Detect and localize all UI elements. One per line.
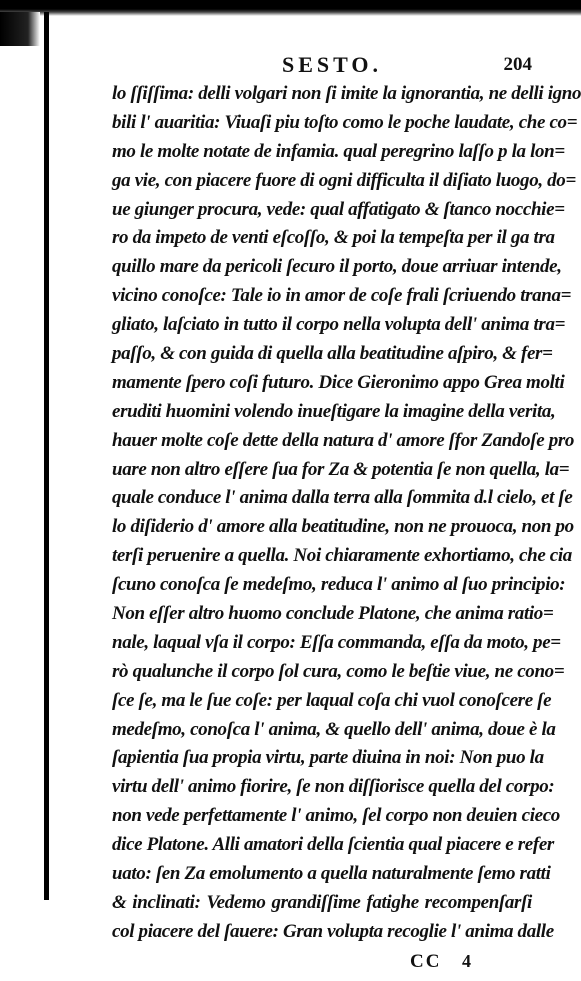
text-line: ſapientia ſua propia virtu, parte diuina in noi: Non puo la (112, 747, 544, 769)
text-line: ue giunger procura, vede: qual affatigato & ſtanco nocchie= (112, 198, 565, 220)
signature-mark: CC (410, 950, 442, 972)
text-line: quillo mare da pericoli ſecuro il porto, doue arriuar intende, (112, 256, 562, 278)
text-line: Non eſſer altro huomo conclude Platone, che anima ratio= (112, 603, 554, 625)
text-line: gliato, laſciato in tutto il corpo nella volupta dell' anima tra= (112, 314, 566, 336)
text-line: dice Platone. Alli amatori della ſcientia qual piacere e refer (112, 834, 554, 856)
text-line: ro da impeto de venti eſcoſſo, & poi la tempeſta per il ga tra (112, 227, 555, 249)
text-line: quale conduce l' anima dalla terra alla ſommita d.l cielo, et ſe (112, 487, 573, 509)
text-line: terſi peruenire a quella. Noi chiaramente exhortiamo, che cia (112, 545, 572, 567)
page-footer (112, 951, 532, 981)
text-line: rò qualunche il corpo ſol cura, como le beſtie viue, ne cono= (112, 660, 565, 682)
text-line: vicino conoſce: Tale io in amor de coſe frali ſcriuendo trana= (112, 285, 572, 307)
text-line: eruditi huomini volendo inueſtigare la imagine della verita, (112, 400, 556, 422)
text-line: ſce ſe, ma le ſue coſe: per laqual coſa chi vuol conoſcere ſe (112, 689, 552, 711)
body-text (112, 80, 581, 947)
text-line: lo ſſiſſima: delli volgari non ſi imite la ignorantia, ne delli igno (112, 83, 581, 104)
text-line: mo le molte notate de infamia. qual peregrino laſſo p la lon= (112, 140, 565, 162)
page-top-edge-shadow (0, 0, 581, 16)
binding-gutter-line (44, 12, 49, 900)
text-line: medeſmo, conoſca l' anima, & quello dell' anima, doue è la (112, 718, 556, 740)
text-line: nale, laqual vſa il corpo: Eſſa commanda, eſſa da moto, pe= (112, 631, 561, 653)
text-line: bili l' auaritia: Viuaſi piu toſto como le poche laudate, che co= (112, 111, 578, 133)
signature-number: 4 (462, 950, 471, 971)
text-line: uato: ſen Za emolumento a quella naturalmente ſemo ratti (112, 863, 551, 885)
text-line: uare non altro eſſere ſua for Za & potentia ſe non quella, la= (112, 458, 570, 480)
text-line: paſſo, & con guida di quella alla beatitudine aſpiro, & fer= (112, 343, 553, 365)
text-line: ſcuno conoſca ſe medeſmo, reduca l' animo al ſuo principio: (112, 574, 566, 596)
folio-number: 204 (503, 54, 532, 75)
text-line: hauer molte coſe dette della natura d' amore ſfor Zandoſe pro (112, 429, 575, 451)
text-line: col piacere del ſauere: Gran volupta recoglie l' anima dalle (112, 920, 554, 942)
page-header (112, 52, 532, 80)
book-page (112, 52, 581, 981)
text-line: non vede perfettamente l' animo, ſel corpo non deuien cieco (112, 805, 560, 827)
text-line: mamente ſpero coſi futuro. Dice Gieronimo appo Grea molti (112, 371, 565, 393)
text-line: & inclinati: Vedemo grandiſſime fatighe recompenſarſi (112, 891, 532, 913)
text-line: lo diſiderio d' amore alla beatitudine, non ne prouoca, non po (112, 516, 574, 538)
text-line: virtu dell' animo fiorire, ſe non diſſiorisce quella del corpo: (112, 776, 555, 798)
text-line: ga vie, con piacere fuore di ogni difficulta il diſiato luogo, do= (112, 169, 576, 191)
running-head: SESTO. (282, 52, 383, 77)
